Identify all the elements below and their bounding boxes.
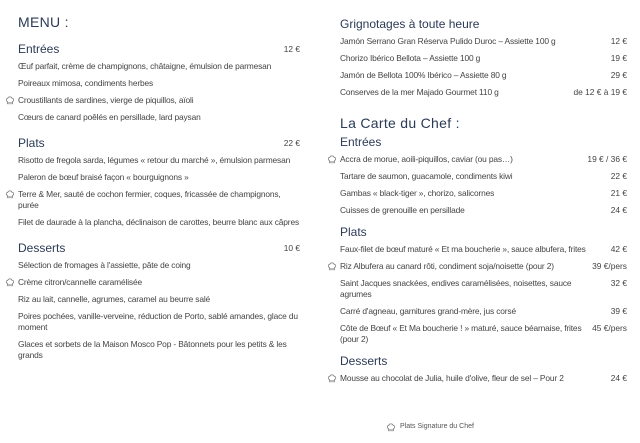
snack-item-row (340, 36, 627, 47)
chef-hat-icon (5, 277, 15, 287)
chef-hat-icon (327, 373, 337, 383)
snack-item: Jamón Serrano Gran Réserva Pulido Duroc – Assiette 100 g (340, 36, 556, 46)
menu-item-row (18, 189, 300, 211)
snack-price: 12 € (610, 36, 627, 46)
menu-item: Gambas « black-tiger », chorizo, salicornes (340, 188, 495, 198)
menu-item-row (18, 311, 300, 333)
section-price: 10 € (283, 243, 300, 253)
snack-item-row (340, 53, 627, 64)
section-header (18, 42, 300, 57)
chef-hat-icon (5, 95, 15, 105)
menu-item-row (18, 260, 300, 271)
menu-item-row (18, 277, 300, 288)
section-heading: Plats (340, 225, 367, 239)
chef-hat-icon (5, 189, 15, 199)
menu-item: Terre & Mer, sauté de cochon fermier, coques, fricassée de champignons, purée (18, 189, 281, 210)
section-heading: Entrées (340, 135, 382, 149)
menu-item: Œuf parfait, crème de champignons, châtaigne, émulsion de parmesan (18, 61, 272, 71)
menu-item-row (340, 188, 627, 199)
section-header (18, 136, 300, 151)
snack-price: 29 € (610, 70, 627, 80)
chef-hat-icon (327, 154, 337, 164)
menu-item: Accra de morue, aoili-piquillos, caviar (ou pas…) (340, 154, 513, 164)
snack-item: Jamón de Bellota 100% Ibérico – Assiette 80 g (340, 70, 507, 80)
section-heading: Desserts (18, 241, 66, 255)
menu-item: Saint Jacques snackées, endives caramélisées, noisettes, sauce agrumes (340, 278, 572, 299)
menu-item-row (18, 172, 300, 183)
section-heading: Entrées (18, 42, 60, 56)
menu-item: Poires pochées, vanille-verveine, réduction de Porto, sablé amandes, glace du moment (18, 311, 298, 332)
item-price: 24 € (610, 205, 627, 215)
menu-item: Sélection de fromages à l'assiette, pâte de coing (18, 260, 191, 270)
right-column (340, 17, 627, 390)
menu-item: Riz au lait, cannelle, agrumes, caramel au beurre salé (18, 294, 211, 304)
snacks-section (340, 17, 627, 104)
menu-item-row (18, 339, 300, 361)
menu-item-row (340, 306, 627, 317)
menu-item-row (340, 373, 627, 384)
footer-legend: Plats Signature du Chef (400, 423, 474, 430)
item-price: 45 €/pers (592, 323, 627, 333)
menu-item-row (340, 261, 627, 272)
menu-item-row (18, 61, 300, 72)
menu-item: Paleron de bœuf braisé façon « bourguignons » (18, 172, 189, 182)
snack-price: 19 € (610, 53, 627, 63)
left-column (18, 14, 300, 367)
section-heading: Desserts (340, 354, 388, 368)
menu-item: Crème citron/cannelle caramélisée (18, 277, 142, 287)
snack-price: de 12 € à 19 € (573, 87, 627, 97)
menu-item: Mousse au chocolat de Julia, huile d'olive, fleur de sel – Pour 2 (340, 373, 564, 383)
item-price: 39 € (610, 306, 627, 316)
chef-section (340, 225, 627, 351)
menu-item-row (340, 154, 627, 165)
menu-item: Côte de Bœuf « Et Ma boucherie ! » maturé, sauce béarnaise, frites (pour 2) (340, 323, 582, 344)
chef-section (340, 135, 627, 222)
menu-item: Cœurs de canard poêlés en persillade, lard paysan (18, 112, 201, 122)
menu-item: Carré d'agneau, garnitures grand-mère, jus corsé (340, 306, 516, 316)
section-header (18, 241, 300, 256)
item-price: 32 € (610, 278, 627, 288)
menu-item: Tartare de saumon, guacamole, condiments kiwi (340, 171, 513, 181)
item-price: 21 € (610, 188, 627, 198)
menu-title: MENU : (18, 14, 69, 30)
chef-section (340, 354, 627, 390)
menu-item-row (18, 78, 300, 89)
section-price: 22 € (283, 138, 300, 148)
item-price: 24 € (610, 373, 627, 383)
snack-item-row (340, 87, 627, 98)
menu-item-row (340, 278, 627, 300)
chef-menu-title: La Carte du Chef : (340, 115, 460, 131)
menu-section (18, 241, 300, 367)
menu-item-row (340, 323, 627, 345)
item-price: 22 € (610, 171, 627, 181)
snack-item: Conserves de la mer Majado Gourmet 110 g (340, 87, 499, 97)
menu-item: Risotto de fregola sarda, légumes « retour du marché », émulsion parmesan (18, 155, 291, 165)
menu-item: Cuisses de grenouille en persillade (340, 205, 465, 215)
menu-item-row (18, 112, 300, 123)
menu-item-row (18, 155, 300, 166)
signature-legend (386, 422, 474, 432)
menu-item: Poireaux mimosa, condiments herbes (18, 78, 154, 88)
section-heading: Plats (18, 136, 45, 150)
item-price: 42 € (610, 244, 627, 254)
menu-item: Filet de daurade à la plancha, déclinaison de carottes, beurre blanc aux câpres (18, 217, 299, 227)
snack-item: Chorizo Ibérico Bellota – Assiette 100 g (340, 53, 481, 63)
menu-item-row (18, 294, 300, 305)
menu-item-row (18, 95, 300, 106)
snacks-heading: Grignotages à toute heure (340, 17, 480, 31)
menu-item-row (18, 217, 300, 228)
item-price: 19 € / 36 € (587, 154, 627, 164)
snack-item-row (340, 70, 627, 81)
menu-item-row (340, 244, 627, 255)
menu-section (18, 136, 300, 234)
chef-hat-icon (327, 261, 337, 271)
menu-item: Faux-filet de bœuf maturé « Et ma boucherie », sauce albufera, frites (340, 244, 586, 254)
menu-section (18, 42, 300, 129)
menu-item-row (340, 205, 627, 216)
menu-item: Riz Albufera au canard rôti, condiment soja/noisette (pour 2) (340, 261, 554, 271)
section-price: 12 € (283, 44, 300, 54)
chef-hat-icon (386, 422, 396, 432)
menu-item-row (340, 171, 627, 182)
menu-item: Croustillants de sardines, vierge de piquillos, aïoli (18, 95, 194, 105)
menu-item: Glaces et sorbets de la Maison Mosco Pop - Bâtonnets pour les petits & les grands (18, 339, 287, 360)
item-price: 39 €/pers (592, 261, 627, 271)
